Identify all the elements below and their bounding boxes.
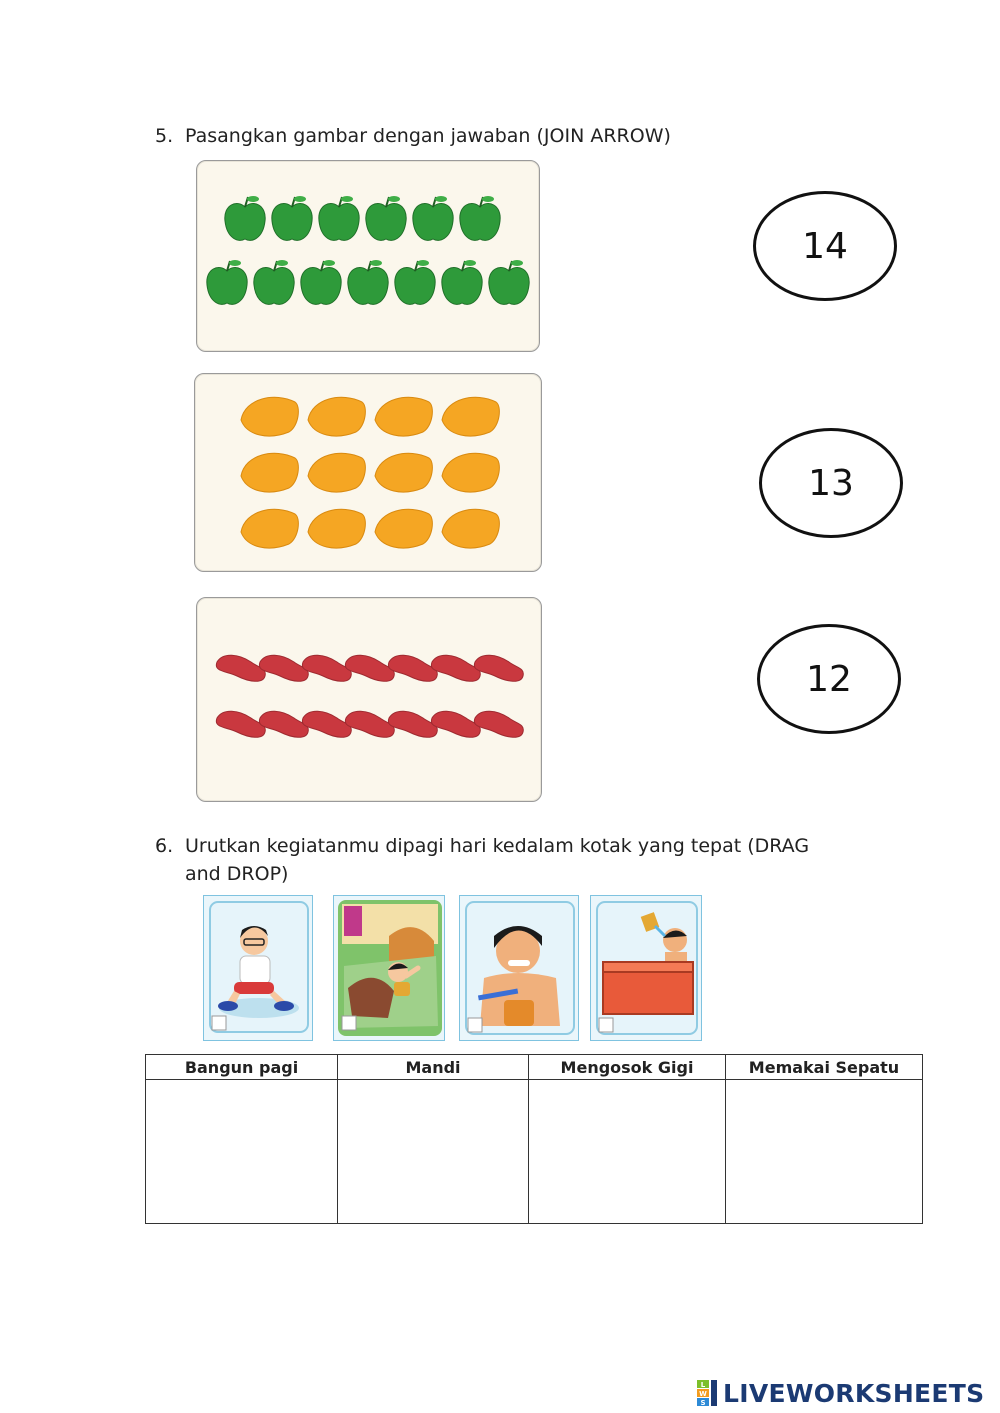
- bean-icon: [388, 711, 437, 737]
- header-memakai-sepatu: Memakai Sepatu: [726, 1055, 923, 1080]
- orange-icon: [442, 453, 499, 492]
- bean-icon: [259, 711, 308, 737]
- apple-icon: [460, 196, 500, 240]
- bean-icon: [345, 711, 394, 737]
- liveworksheets-logo-icon: [697, 1378, 723, 1408]
- orange-icon: [308, 397, 365, 436]
- apple-icon: [254, 260, 294, 304]
- drop-zone-bangun-pagi[interactable]: [146, 1080, 338, 1224]
- answer-oval-13[interactable]: 13: [759, 428, 903, 538]
- apple-icon: [489, 260, 529, 304]
- orange-icon: [375, 453, 432, 492]
- bean-icon: [388, 655, 437, 681]
- drop-zone-mandi[interactable]: [338, 1080, 529, 1224]
- boy-bathing-illustration: [591, 896, 703, 1042]
- apple-icon: [366, 196, 406, 240]
- orange-icon: [308, 453, 365, 492]
- beans-picture-box[interactable]: [196, 597, 542, 802]
- orange-icon: [375, 397, 432, 436]
- bean-icon: [216, 655, 265, 681]
- drop-zone-memakai-sepatu[interactable]: [726, 1080, 923, 1224]
- logo-letter: W: [699, 1390, 707, 1398]
- child-waking-up-illustration: [334, 896, 446, 1042]
- bean-icon: [345, 655, 394, 681]
- question-number: 5.: [155, 125, 174, 147]
- apple-icon: [319, 196, 359, 240]
- question-6-instruction: [155, 832, 875, 888]
- liveworksheets-logo: [697, 1377, 984, 1409]
- orange-icon: [241, 397, 298, 436]
- orange-icon: [442, 509, 499, 548]
- oranges-group: [195, 374, 541, 571]
- orange-icon: [241, 509, 298, 548]
- card-bangun-pagi[interactable]: [333, 895, 445, 1041]
- logo-letter: S: [700, 1399, 706, 1407]
- card-mandi[interactable]: [590, 895, 702, 1041]
- bean-icon: [302, 655, 351, 681]
- bean-icon: [431, 655, 480, 681]
- apple-icon: [442, 260, 482, 304]
- beans-group: [197, 598, 541, 801]
- card-memakai-sepatu[interactable]: [203, 895, 313, 1041]
- oranges-picture-box[interactable]: [194, 373, 542, 572]
- brand-name: LIVEWORKSHEETS: [723, 1378, 985, 1408]
- apple-icon: [413, 196, 453, 240]
- bean-icon: [259, 655, 308, 681]
- answer-oval-12[interactable]: 12: [757, 624, 901, 734]
- bean-icon: [431, 711, 480, 737]
- apple-icon: [301, 260, 341, 304]
- bean-icon: [216, 711, 265, 737]
- apples-group: [197, 161, 539, 351]
- answer-oval-14[interactable]: 14: [753, 191, 897, 301]
- apple-icon: [207, 260, 247, 304]
- bean-icon: [474, 655, 523, 681]
- header-mandi: Mandi: [338, 1055, 529, 1080]
- apple-icon: [272, 196, 312, 240]
- boy-brushing-teeth-illustration: [460, 896, 580, 1042]
- card-mengosok-gigi[interactable]: [459, 895, 579, 1041]
- question-text: Urutkan kegiatanmu dipagi hari kedalam kotak yang tepat (DRAG and DROP): [185, 835, 810, 885]
- apples-picture-box[interactable]: [196, 160, 540, 352]
- drop-zone-mengosok-gigi[interactable]: [529, 1080, 726, 1224]
- orange-icon: [308, 509, 365, 548]
- header-bangun-pagi: Bangun pagi: [146, 1055, 338, 1080]
- orange-icon: [375, 509, 432, 548]
- apple-icon: [225, 196, 265, 240]
- question-5-instruction: [155, 122, 671, 150]
- order-answer-table: [145, 1054, 923, 1224]
- bean-icon: [474, 711, 523, 737]
- orange-icon: [442, 397, 499, 436]
- apple-icon: [395, 260, 435, 304]
- apple-icon: [348, 260, 388, 304]
- question-number: 6.: [155, 835, 174, 857]
- logo-letter: L: [700, 1381, 706, 1389]
- question-text: Pasangkan gambar dengan jawaban (JOIN ARROW): [185, 125, 671, 147]
- bean-icon: [302, 711, 351, 737]
- orange-icon: [241, 453, 298, 492]
- boy-putting-on-shoes-illustration: [204, 896, 314, 1042]
- header-mengosok-gigi: Mengosok Gigi: [529, 1055, 726, 1080]
